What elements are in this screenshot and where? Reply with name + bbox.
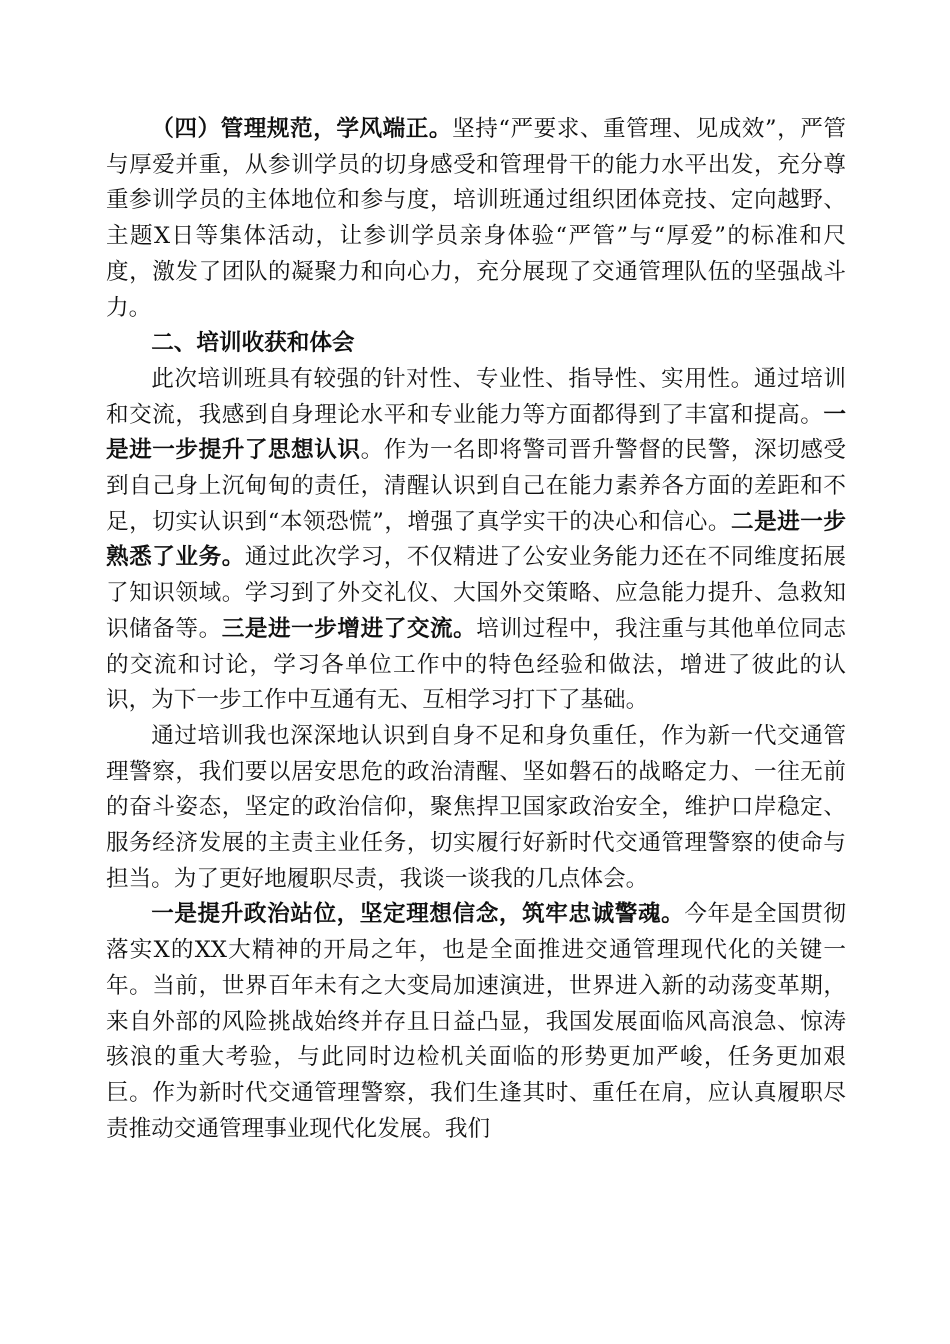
paragraph-lead-bold: 一是提升政治站位，坚定理想信念，筑牢忠诚警魂。: [151, 901, 685, 928]
paragraph-political-stance: [106, 897, 846, 1147]
point-one-bold: 一是进一步提升了思想认识: [106, 401, 846, 464]
point-two-bold: 二是进一步熟悉了业务。: [106, 508, 846, 571]
paragraph-intro: 此次培训班具有较强的针对性、专业性、指导性、实用性。通过培训和交流，我感到自身理论水平和专业能力等方面都得到了丰富和提高。: [106, 365, 846, 428]
point-two-text: 通过此次学习，不仅精进了公安业务能力还在不同维度拓展了知识领域。学习到了外交礼仪、大国外交策略、应急能力提升、急救知识储备等。: [106, 544, 847, 642]
point-one-text: 。作为一名即将警司晋升警督的民警，深切感受到自己身上沉甸甸的责任，清醒认识到自己在能力素养各方面的差距和不足，切实认识到“本领恐慌”，增强了真学实干的决心和信心。: [106, 437, 847, 535]
document-body: [106, 112, 846, 1147]
point-three-text: 培训过程中，我注重与其他单位同志的交流和讨论，学习各单位工作中的特色经验和做法，增进了彼此的认识，为下一步工作中互通有无、互相学习打下了基础。: [106, 615, 847, 714]
paragraph-training-summary: [106, 362, 846, 719]
paragraph-text: 坚持“严要求、重管理、见成效”，严管与厚爱并重，从参训学员的切身感受和管理骨干的能力水平出发，充分尊重参训学员的主体地位和参与度，培训班通过组织团体竞技、定向越野、主题X日等集体活动，让参训学员亲身体验“严管”与“厚爱”的标准和尺度，激发了团队的凝聚力和向心力，充分展现了交通管理队伍的坚强战斗力。: [106, 116, 847, 321]
paragraph-reflection: 通过培训我也深深地认识到自身不足和身负重任，作为新一代交通管理警察，我们要以居安思危的政治清醒、坚如磐石的战略定力、一往无前的奋斗姿态，坚定的政治信仰，聚焦捍卫国家政治安全，维护口岸稳定、服务经济发展的主责主业任务，切实履行好新时代交通管理警察的使命与担当。为了更好地履职尽责，我谈一谈我的几点体会。: [106, 722, 846, 892]
point-three-bold: 三是进一步增进了交流。: [221, 615, 477, 642]
paragraph-text: 今年是全国贯彻落实X的XX大精神的开局之年，也是全面推进交通管理现代化的关键一年。当前，世界百年未有之大变局加速演进，世界进入新的动荡变革期，来自外部的风险挑战始终并存且日益凸显，我国发展面临风高浪急、惊涛骇浪的重大考验，与此同时边检机关面临的形势更加严峻，任务更加艰巨。作为新时代交通管理警察，我们生逢其时、重任在肩，应认真履职尽责推动交通管理事业现代化发展。我们: [106, 901, 847, 1142]
paragraph-lead-bold: （四）管理规范，学风端正。: [151, 116, 453, 142]
section-heading-training-gains: 二、培训收获和体会: [151, 330, 355, 357]
paragraph-management: [106, 112, 846, 326]
